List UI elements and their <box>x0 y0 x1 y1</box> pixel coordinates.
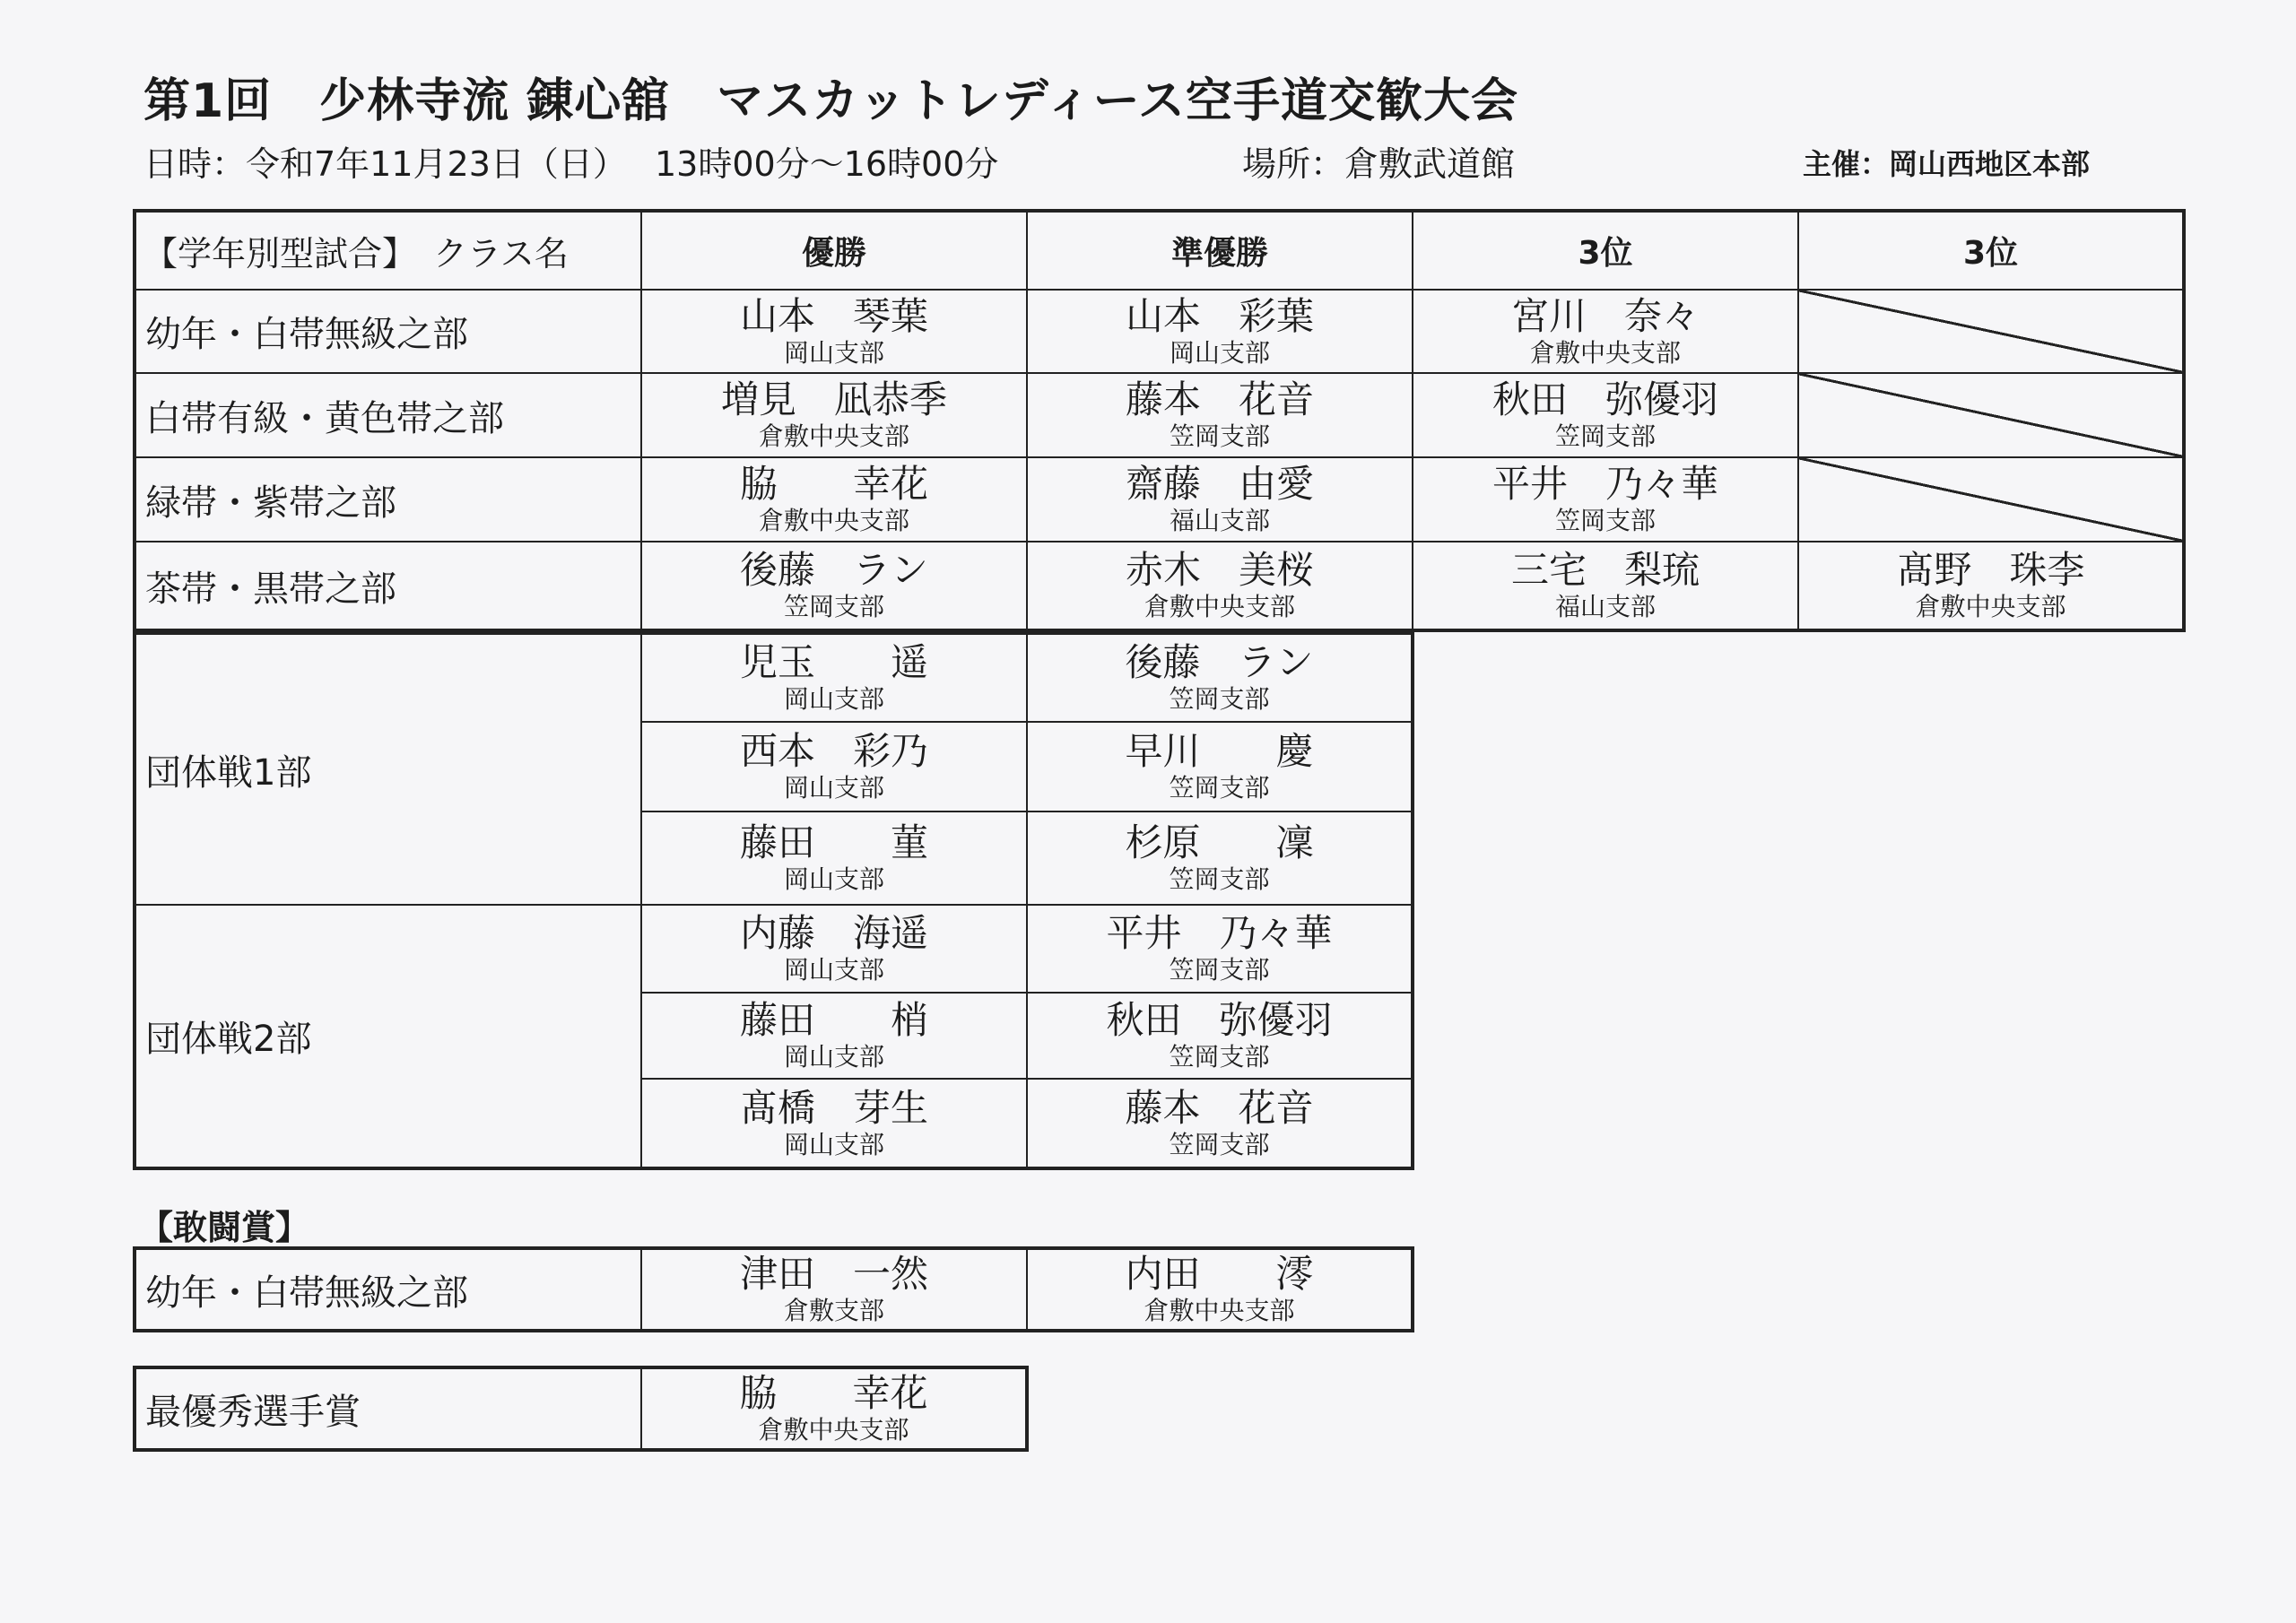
winner-name: 山本 彩葉 <box>1125 293 1314 338</box>
branch-name: 笠岡支部 <box>1169 1129 1270 1159</box>
event-place: 場所：倉敷武道館 <box>1242 144 1516 184</box>
kata-header-row <box>135 211 2184 290</box>
team-results-table <box>133 631 1414 1170</box>
fighting-spirit-table <box>133 1246 1414 1332</box>
class-name: 茶帯・黒帯之部 <box>135 542 641 630</box>
winner-name: 齋藤 由愛 <box>1125 462 1314 506</box>
winner-name: 藤本 花音 <box>1125 1085 1314 1130</box>
first-place-cell <box>641 905 1027 993</box>
branch-name: 笠岡支部 <box>1169 773 1270 803</box>
mvp-label: 最優秀選手賞 <box>135 1367 641 1450</box>
winner-name: 赤木 美桜 <box>1125 548 1314 592</box>
page-title: 第1回 少林寺流 錬心舘 マスカットレディース空手道交歓大会 <box>144 74 1519 128</box>
kata-results-table <box>133 209 2186 632</box>
first-place-cell <box>641 812 1027 905</box>
kata-row <box>135 373 2184 457</box>
fighting-spirit-heading: 【敢闘賞】 <box>139 1208 310 1247</box>
second-place-cell <box>1027 457 1413 542</box>
branch-name: 岡山支部 <box>783 1042 884 1072</box>
third-place-cell <box>1413 290 1798 373</box>
third-place-cell <box>1413 373 1798 457</box>
winner-name: 後藤 ラン <box>739 548 928 592</box>
third-place-cell <box>1413 457 1798 542</box>
first-place-cell <box>641 457 1027 542</box>
winner-name: 山本 琴葉 <box>739 293 928 338</box>
branch-name: 岡山支部 <box>1169 337 1270 368</box>
second-place-cell <box>1027 993 1413 1079</box>
second-place-cell <box>1027 1079 1413 1168</box>
team-row <box>135 633 1413 722</box>
winner-name: 杉原 凜 <box>1125 820 1314 864</box>
second-place-cell <box>1027 812 1413 905</box>
first-place-cell <box>641 1079 1027 1168</box>
first-place-cell <box>641 290 1027 373</box>
branch-name: 笠岡支部 <box>1169 421 1270 451</box>
winner-name: 藤本 花音 <box>1125 378 1314 421</box>
branch-name: 岡山支部 <box>783 773 884 803</box>
branch-name: 笠岡支部 <box>1169 684 1270 714</box>
kata-section-header: 【学年別型試合】 クラス名 <box>135 211 641 290</box>
event-info <box>144 136 2135 184</box>
kata-row <box>135 457 2184 542</box>
class-name: 白帯有級・黄色帯之部 <box>135 373 641 457</box>
branch-name: 岡山支部 <box>783 955 884 985</box>
team-group-label: 団体戦1部 <box>135 633 641 905</box>
second-place-cell <box>1027 290 1413 373</box>
branch-name: 岡山支部 <box>783 864 884 894</box>
class-name: 緑帯・紫帯之部 <box>135 457 641 542</box>
second-place-cell <box>1027 373 1413 457</box>
winner-name: 後藤 ラン <box>1125 640 1314 684</box>
team-group-label: 団体戦2部 <box>135 905 641 1168</box>
kata-row <box>135 290 2184 373</box>
mvp-table <box>133 1366 1029 1452</box>
branch-name: 笠岡支部 <box>1169 864 1270 894</box>
header-first-place: 優勝 <box>641 211 1027 290</box>
branch-name: 笠岡支部 <box>1554 421 1656 451</box>
award-cell <box>641 1248 1027 1331</box>
second-place-cell <box>1027 542 1413 630</box>
branch-name: 笠岡支部 <box>783 592 884 621</box>
winner-name: 藤田 梢 <box>739 998 928 1042</box>
branch-name: 笠岡支部 <box>1169 1042 1270 1072</box>
first-place-cell <box>641 633 1027 722</box>
first-place-cell <box>641 373 1027 457</box>
empty-cell-slash <box>1798 457 2184 542</box>
empty-cell-slash <box>1798 290 2184 373</box>
branch-name: 倉敷中央支部 <box>758 421 909 451</box>
winner-name: 三宅 梨琉 <box>1510 548 1700 592</box>
team-row <box>135 905 1413 993</box>
event-organizer: 主催：岡山西地区本部 <box>1803 147 2091 181</box>
award-cell <box>641 1367 1027 1450</box>
award-cell <box>1027 1248 1413 1331</box>
branch-name: 岡山支部 <box>783 1129 884 1159</box>
header-third-place-a: 3位 <box>1413 211 1798 290</box>
event-datetime: 日時：令和7年11月23日（日） 13時00分～16時00分 <box>144 144 999 184</box>
third-place-cell <box>1798 542 2184 630</box>
winner-name: 内田 澪 <box>1125 1252 1314 1296</box>
branch-name: 岡山支部 <box>783 337 884 368</box>
second-place-cell <box>1027 633 1413 722</box>
branch-name: 福山支部 <box>1169 506 1270 535</box>
branch-name: 倉敷中央支部 <box>1915 592 2066 621</box>
kata-row <box>135 542 2184 630</box>
branch-name: 笠岡支部 <box>1554 506 1656 535</box>
branch-name: 倉敷中央支部 <box>1144 1296 1295 1325</box>
first-place-cell <box>641 722 1027 812</box>
winner-name: 脇 幸花 <box>739 1371 928 1415</box>
branch-name: 倉敷中央支部 <box>1144 592 1295 621</box>
empty-cell-slash <box>1798 373 2184 457</box>
winner-name: 増見 凪恭季 <box>720 378 947 421</box>
winner-name: 秋田 弥優羽 <box>1106 998 1333 1042</box>
winner-name: 内藤 海遥 <box>739 911 928 955</box>
second-place-cell <box>1027 722 1413 812</box>
branch-name: 倉敷中央支部 <box>1529 337 1681 368</box>
header-third-place-b: 3位 <box>1798 211 2184 290</box>
first-place-cell <box>641 993 1027 1079</box>
winner-name: 髙橋 芽生 <box>739 1085 928 1130</box>
branch-name: 倉敷中央支部 <box>758 506 909 535</box>
winner-name: 秋田 弥優羽 <box>1492 378 1718 421</box>
branch-name: 笠岡支部 <box>1169 955 1270 985</box>
winner-name: 西本 彩乃 <box>739 729 928 773</box>
branch-name: 福山支部 <box>1554 592 1656 621</box>
winner-name: 脇 幸花 <box>739 462 928 506</box>
fighting-spirit-row <box>135 1248 1413 1331</box>
third-place-cell <box>1413 542 1798 630</box>
winner-name: 藤田 菫 <box>739 820 928 864</box>
class-name: 幼年・白帯無級之部 <box>135 290 641 373</box>
header-second-place: 準優勝 <box>1027 211 1413 290</box>
winner-name: 宮川 奈々 <box>1510 293 1700 338</box>
winner-name: 早川 慶 <box>1125 729 1314 773</box>
mvp-row <box>135 1367 1027 1450</box>
second-place-cell <box>1027 905 1413 993</box>
branch-name: 倉敷支部 <box>783 1296 884 1325</box>
winner-name: 津田 一然 <box>739 1252 928 1296</box>
first-place-cell <box>641 542 1027 630</box>
class-name: 幼年・白帯無級之部 <box>135 1248 641 1331</box>
winner-name: 平井 乃々華 <box>1492 462 1718 506</box>
winner-name: 髙野 珠李 <box>1896 548 2085 592</box>
winner-name: 平井 乃々華 <box>1106 911 1333 955</box>
branch-name: 倉敷中央支部 <box>758 1415 909 1445</box>
branch-name: 岡山支部 <box>783 684 884 714</box>
winner-name: 児玉 遥 <box>739 640 928 684</box>
